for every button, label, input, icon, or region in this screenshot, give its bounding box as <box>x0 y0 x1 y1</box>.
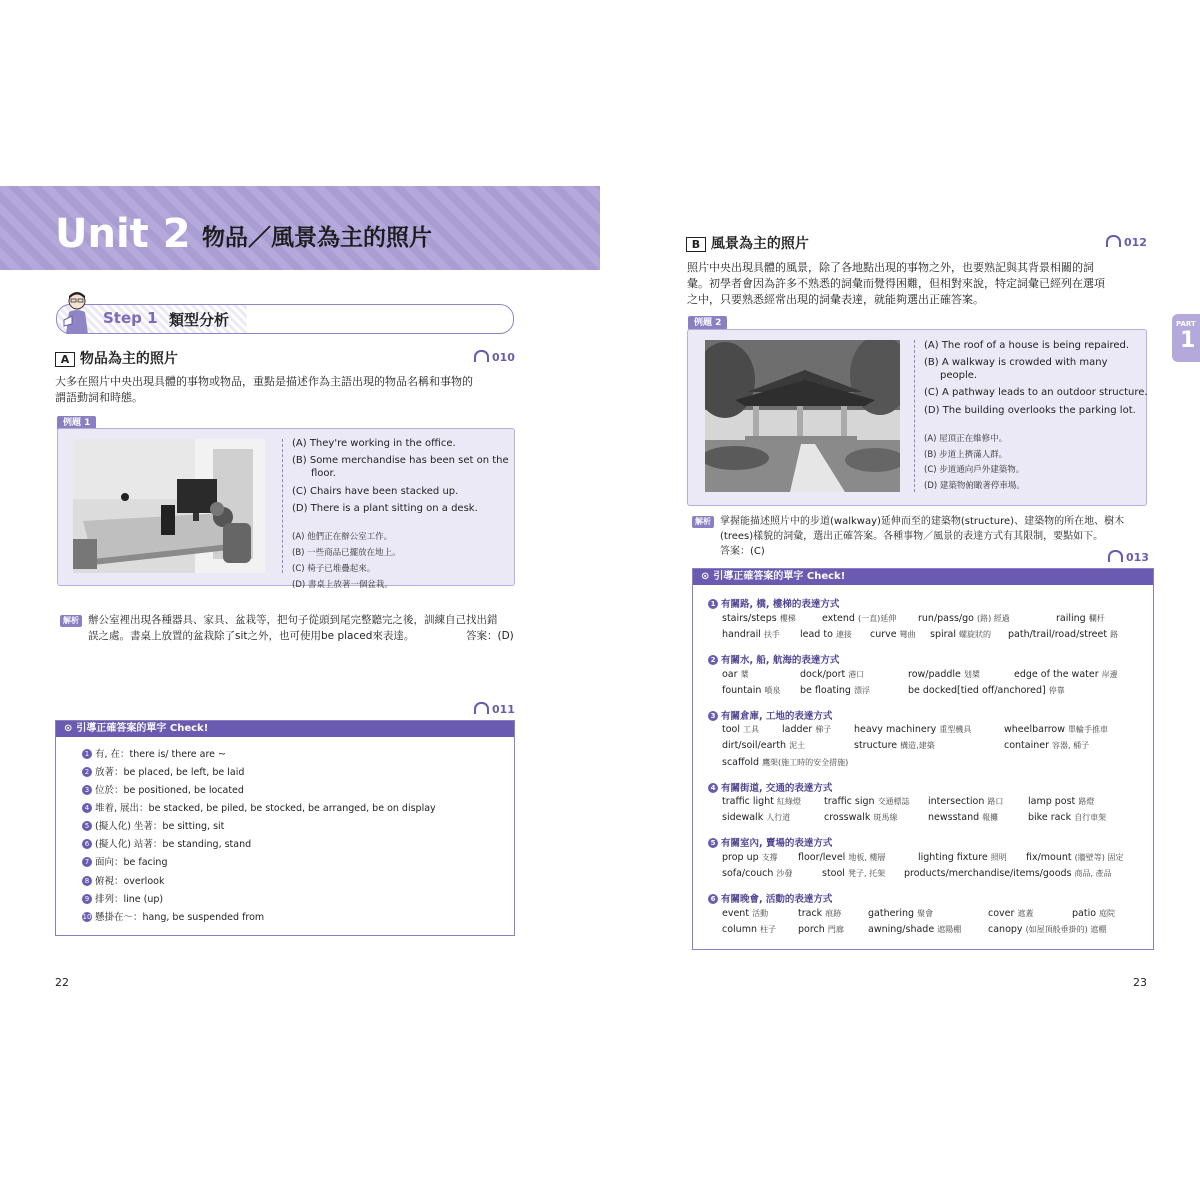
example-2-answer: 答案：(C) <box>720 546 765 557</box>
part-tab <box>1172 314 1200 362</box>
vocab-item: lighting fixture 照明 <box>918 852 1007 863</box>
vocab-item: lamp post 路燈 <box>1028 796 1095 807</box>
vocab-item: extend (一直)延伸 <box>822 613 897 624</box>
example-2-tag: 例題 2 <box>688 316 727 330</box>
vocab-item: products/merchandise/items/goods 商品, 產品 <box>904 868 1112 879</box>
section-b-heading <box>686 233 809 253</box>
person-icon <box>60 290 94 334</box>
headphones-icon <box>1108 550 1123 562</box>
vocab-item: dock/port 港口 <box>800 669 865 680</box>
vocab-item: edge of the water 岸邊 <box>1014 669 1118 680</box>
step-title: 類型分析 <box>169 311 230 329</box>
vocab-item: traffic light 紅綠燈 <box>722 796 801 807</box>
vocab-item: lead to 連接 <box>800 629 852 640</box>
vocab-item: traffic sign 交通標誌 <box>824 796 910 807</box>
section-a-letter: A <box>55 352 75 367</box>
vocab-item: patio 庭院 <box>1072 908 1116 919</box>
vocab-item: railing 欄杆 <box>1056 613 1105 624</box>
left-check-title: ⊙ 引導正確答案的單字 Check! <box>56 721 514 737</box>
vocab-item: handrail 扶手 <box>722 629 780 640</box>
vocab-item: spiral 螺旋狀的 <box>930 629 992 640</box>
ex2-option-a: (A) The roof of a house is being repaired. <box>924 340 1130 351</box>
check-item-8: 8 俯視：overlook <box>82 875 164 888</box>
vocab-item: tool 工具 <box>722 724 760 735</box>
category-1-title: 1 有關路, 橋, 樓梯的表達方式 <box>708 596 839 610</box>
step-label: Step 1 <box>103 309 158 327</box>
vocab-item: crosswalk 斑馬線 <box>824 812 898 823</box>
example-1-explain-tag: 解析 <box>60 615 82 627</box>
category-3-title: 3 有關倉庫, 工地的表達方式 <box>708 708 832 722</box>
vocab-item: cover 遮蓋 <box>988 908 1034 919</box>
vocab-item: sofa/couch 沙發 <box>722 868 793 879</box>
gazebo-photo <box>705 340 900 492</box>
example-2-explanation: 掌握能描述照片中的步道(walkway)延伸而至的建築物(structure)、建築物的所在地、樹木 (trees)樣貌的詞彙，選出正確答案。各種事物／風景的表達方式有其限制，要點如下。 答案：(C) <box>720 514 1160 559</box>
vocab-item: canopy (如屋頂般垂掛的) 遮棚 <box>988 924 1107 935</box>
example-1-tag: 例題 1 <box>57 416 96 430</box>
check-item-10: 10 懸掛在～：hang, be suspended from <box>82 912 265 923</box>
vocab-item: be docked[tied off/anchored] 停靠 <box>908 685 1065 696</box>
vocab-item: stairs/steps 樓梯 <box>722 613 796 624</box>
vocab-item: fix/mount (牆壁等) 固定 <box>1026 852 1124 863</box>
vocab-item: bike rack 自行車架 <box>1028 812 1107 823</box>
example-2-divider <box>914 340 915 492</box>
vocab-item: floor/level 地板, 樓層 <box>798 852 886 863</box>
ex2-option-c-zh: (C) 步道通向戶外建築物。 <box>924 465 1025 475</box>
vocab-item: awning/shade 遮陽棚 <box>868 924 962 935</box>
step-heading <box>56 304 514 334</box>
vocab-item: be floating 漂浮 <box>800 685 870 696</box>
check-item-2: 2 放著：be placed, be left, be laid <box>82 766 244 779</box>
vocab-item: container 容器, 桶子 <box>1004 740 1090 751</box>
check-item-4: 4 堆着, 展出：be stacked, be piled, be stocked, be arranged, be on display <box>82 802 436 815</box>
ex2-option-b: (B) A walkway is crowded with many <box>924 357 1108 368</box>
right-page <box>600 186 1200 1000</box>
ex2-option-a-zh: (A) 屋頂正在維修中。 <box>924 434 1008 444</box>
audio-track-013[interactable]: 013 <box>1108 550 1149 564</box>
category-6-title: 6 有關晚會, 活動的表達方式 <box>708 891 832 905</box>
check-item-1: 1 有, 在：there is/ there are ~ <box>82 748 226 761</box>
ex1-option-c-zh: (C) 椅子已堆疊起來。 <box>292 564 376 574</box>
section-b-title: 風景為主的照片 <box>710 236 809 252</box>
headphones-icon <box>474 702 489 714</box>
vocab-item: wheelbarrow 單輪手推車 <box>1004 724 1109 735</box>
vocab-item: newsstand 報攤 <box>928 812 999 823</box>
check-item-6: 6 (擬人化) 站著：be standing, stand <box>82 838 251 851</box>
section-a-title: 物品為主的照片 <box>79 351 178 367</box>
page-number-left: 22 <box>55 976 69 989</box>
ex2-option-d: (D) The building overlooks the parking lot. <box>924 405 1136 416</box>
example-2-explain-tag: 解析 <box>692 516 714 528</box>
section-b-intro: 照片中央出現具體的風景，除了各地點出現的事物之外，也要熟記與其背景相關的詞 彙。初學者會因為許多不熟悉的詞彙而覺得困難，但相對來說，特定詞彙已經列在選項 之中，只要熟悉經常出現的詞彙表達，就能夠選出正確答案。 <box>687 261 1105 306</box>
vocab-item: event 活動 <box>722 908 769 919</box>
example-1-divider <box>282 439 283 573</box>
vocab-item: sidewalk 人行道 <box>722 812 791 823</box>
ex1-option-c: (C) Chairs have been stacked up. <box>292 486 459 497</box>
ex2-option-c: (C) A pathway leads to an outdoor structure. <box>924 387 1148 398</box>
vocab-item: scaffold 鷹架(施工時的安全措施) <box>722 757 849 768</box>
vocab-item: ladder 梯子 <box>782 724 832 735</box>
part-tab-label: PART <box>1176 320 1196 328</box>
part-tab-number: 1 <box>1180 328 1196 353</box>
headphones-icon <box>1106 235 1121 247</box>
category-5-title: 5 有關室內, 賣場的表達方式 <box>708 835 832 849</box>
vocab-item: curve 彎曲 <box>870 629 916 640</box>
vocab-item: fountain 噴泉 <box>722 685 781 696</box>
example-1-answer: 答案：(D) <box>466 630 514 642</box>
vocab-item: porch 門廊 <box>798 924 844 935</box>
ex1-option-a-zh: (A) 他們正在辦公室工作。 <box>292 532 393 542</box>
example-1-explanation: 辦公室裡出現各種器具、家具、盆栽等，把句子從頭到尾完整聽完之後，訓練自己找出錯 誤之處。書桌上放置的盆栽除了sit之外，也可使用be placed來表達。 <box>88 614 498 642</box>
category-2-title: 2 有關水, 船, 航海的表達方式 <box>708 652 839 666</box>
audio-track-012[interactable]: 012 <box>1106 235 1147 249</box>
vocab-item: column 柱子 <box>722 924 777 935</box>
section-b-letter: B <box>686 237 706 252</box>
vocab-item: dirt/soil/earth 泥土 <box>722 740 806 751</box>
ex2-option-d-zh: (D) 建築物俯瞰著停車場。 <box>924 481 1025 491</box>
vocab-item: gathering 聚會 <box>868 908 934 919</box>
ex1-option-b-zh: (B) 一些商品已擺放在地上。 <box>292 548 401 558</box>
check-item-3: 3 位於：be positioned, be located <box>82 784 244 797</box>
ex1-option-d-zh: (D) 書桌上放著一個盆栽。 <box>292 580 393 590</box>
vocab-item: oar 槳 <box>722 669 749 680</box>
ex1-option-d: (D) There is a plant sitting on a desk. <box>292 503 478 514</box>
left-page <box>0 186 600 1000</box>
vocab-item: track 痕跡 <box>798 908 842 919</box>
check-item-7: 7 面向：be facing <box>82 856 167 869</box>
ex1-option-a: (A) They're working in the office. <box>292 438 456 449</box>
vocab-item: run/pass/go (路) 經過 <box>918 613 1010 624</box>
vocab-item: structure 構造,建築 <box>854 740 935 751</box>
vocab-item: path/trail/road/street 路 <box>1008 629 1119 640</box>
vocab-item: row/paddle 划槳 <box>908 669 980 680</box>
category-4-title: 4 有關街道, 交通的表達方式 <box>708 780 832 794</box>
vocab-item: heavy machinery 重型機具 <box>854 724 972 735</box>
ex1-option-b-cont: floor. <box>311 468 336 479</box>
vocab-item: intersection 路口 <box>928 796 1004 807</box>
ex1-option-b: (B) Some merchandise has been set on the <box>292 455 509 466</box>
audio-track-011[interactable]: 011 <box>474 702 515 716</box>
check-item-5: 5 (擬人化) 坐著：be sitting, sit <box>82 820 224 833</box>
audio-track-010[interactable]: 010 <box>474 350 515 364</box>
ex2-option-b-cont: people. <box>940 370 978 381</box>
ex2-option-b-zh: (B) 步道上擠滿人群。 <box>924 450 1008 460</box>
unit-subtitle: 物品／風景為主的照片 <box>202 225 432 251</box>
right-check-title: ⊙ 引導正確答案的單字 Check! <box>693 569 1153 585</box>
section-a-intro: 大多在照片中央出現具體的事物或物品，重點是描述作為主語出現的物品名稱和事物的 謂語動詞和時態。 <box>55 375 473 404</box>
office-photo <box>73 439 265 573</box>
vocab-item: prop up 支撐 <box>722 852 778 863</box>
unit-title: Unit 2 <box>55 211 191 257</box>
headphones-icon <box>474 350 489 362</box>
vocab-item: stool 凳子, 托架 <box>822 868 886 879</box>
check-item-9: 9 排列：line (up) <box>82 893 163 906</box>
page-number-right: 23 <box>1133 976 1147 989</box>
section-a-heading <box>55 348 178 368</box>
